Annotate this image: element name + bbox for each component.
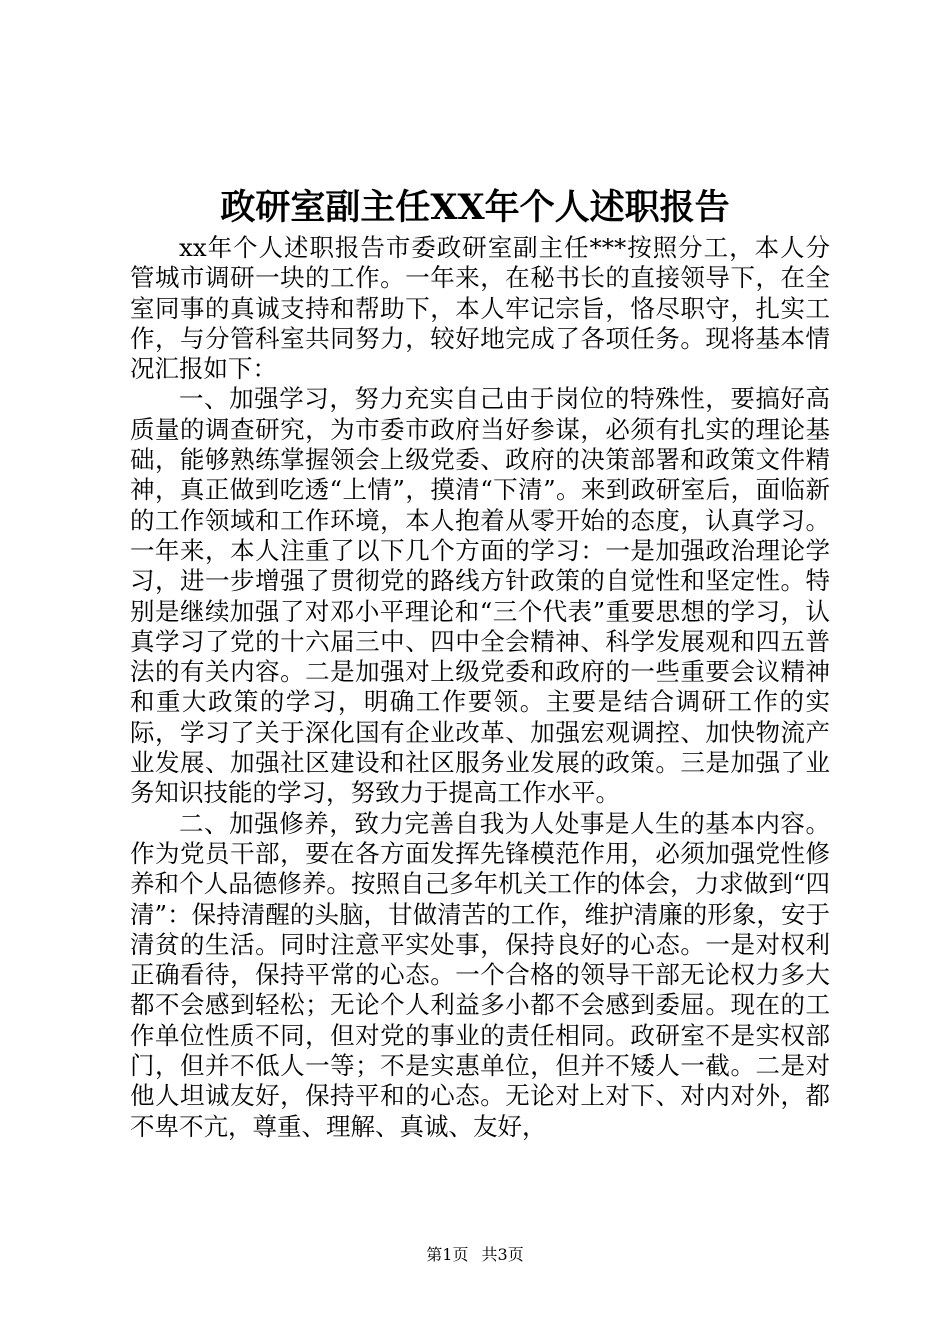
paragraph-section-two: 二、加强修养，致力完善自我为人处事是人生的基本内容。作为党员干部，要在各方面发挥先锋模范作用，必须加强党性修养和个人品德修养。按照自己多年机关工作的体会，力求做到“四清”：保持清醒的头脑，甘做清苦的工作，维护清廉的形象，安于清贫的生活。同时注意平实处事，保持良好的心态。一是对权利正确看待，保持平常的心态。一个合格的领导干部无论权力多大都不会感到轻松；无论个人利益多小都不会感到委屈。现在的工作单位性质不同，但对党的事业的责任相同。政研室不是实权部门，但并不低人一等；不是实惠单位，但并不矮人一截。二是对他人坦诚友好，保持平和的心态。无论对上对下、对内对外，都不卑不亢，尊重、理解、真诚、友好， [130,808,830,1141]
paragraph-intro: xx年个人述职报告市委政研室副主任***按照分工，本人分管城市调研一块的工作。一年来，在秘书长的直接领导下，在全室同事的真诚支持和帮助下，本人牢记宗旨，恪尽职守，扎实工作，与分管科室共同努力，较好地完成了各项任务。现将基本情况汇报如下： [130,233,830,384]
document-title: 政研室副主任XX年个人述职报告 [220,187,730,228]
page-number-total: 共3页 [481,1245,524,1264]
document-body [130,233,830,1142]
page-footer [0,1244,950,1266]
page-number-current: 第1页 [426,1245,469,1264]
paragraph-section-one: 一、加强学习，努力充实自己由于岗位的特殊性，要搞好高质量的调查研究，为市委市政府当好参谋，必须有扎实的理论基础，能够熟练掌握领会上级党委、政府的决策部署和政策文件精神，真正做到吃透“上情”，摸清“下清”。来到政研室后，面临新的工作领域和工作环境，本人抱着从零开始的态度，认真学习。一年来，本人注重了以下几个方面的学习：一是加强政治理论学习，进一步增强了贯彻党的路线方针政策的自觉性和坚定性。特别是继续加强了对邓小平理论和“三个代表”重要思想的学习，认真学习了党的十六届三中、四中全会精神、科学发展观和四五普法的有关内容。二是加强对上级党委和政府的一些重要会议精神和重大政策的学习，明确工作要领。主要是结合调研工作的实际，学习了关于深化国有企业改革、加强宏观调控、加快物流产业发展、加强社区建设和社区服务业发展的政策。三是加强了业务知识技能的学习，努致力于提高工作水平。 [130,384,830,808]
